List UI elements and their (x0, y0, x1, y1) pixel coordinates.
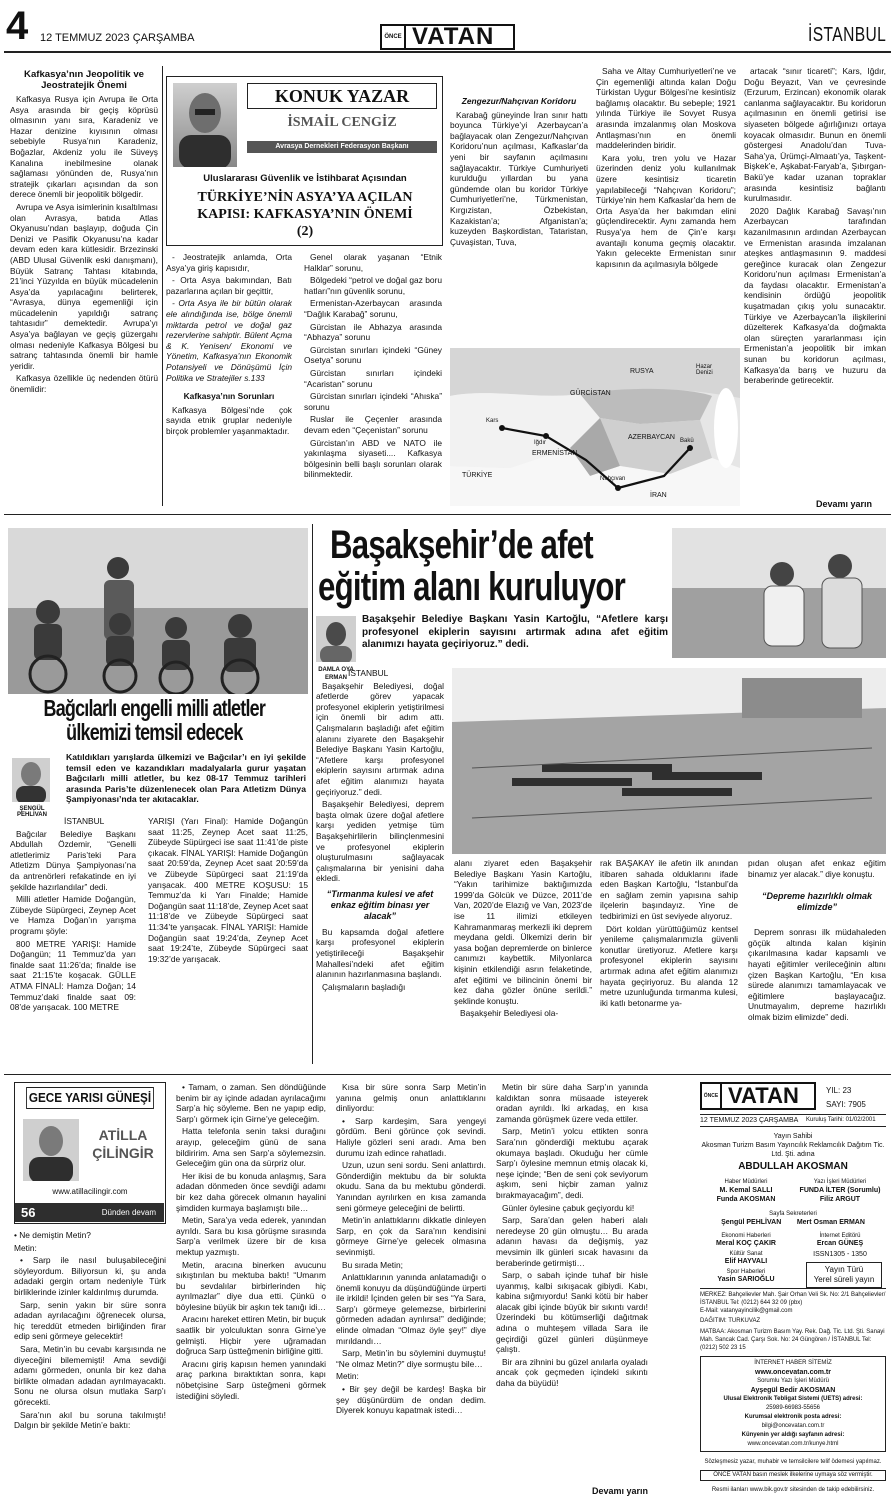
athletes-lead: Katıldıkları yarışlarda ülkemizi ve Bağcılar’ı en iyi şekilde temsil eden ve kazandıkları madalyalarla gurur yaşatan Bağcılarlı milli atletler, bu kez 08-17 Temmuz tarihleri arasında Paris’te düzenlenecek olan Para Atletizm Dünya Şampiyonası’nda ter akıtacaklar. (66, 752, 306, 805)
paragraph: - Orta Asya bakımından, Batı pazarlarına açılan bir geçittir, (166, 275, 292, 296)
kep: bilgi@oncevatan.com.tr (761, 1423, 825, 1429)
owner-name: ABDULLAH AKOSMAN (738, 1161, 848, 1172)
paragraph: • Bir şey değil be kardeş! Başka bir şey düşünürdüm de ondan dedim. Diyerek konuyu kapatmak istedi… (336, 1384, 486, 1416)
economy-label: Ekonomi Haberleri (721, 1233, 771, 1239)
paragraph: Gürcistan sınırları içindeki “Acaristan” sorunu (304, 367, 442, 389)
map-label: Iğdır (534, 440, 547, 446)
paragraph: Metin, Sara’ya veda ederek, yanından ayrıldı. Sara bu kısa görüşme sırasında Sarp’a verilmek üzere bir de kısa mektup yazmıştı. (176, 1215, 326, 1257)
serial-badge: GECE YARISI GÜNEŞİ (26, 1087, 154, 1109)
paragraph: Dört koldan yürüttüğümüz kentsel yenileme çalışmalarımızla güvenli konutlar üretiyoruz. Afetlere karşı profesyonel ekiplerin sayısını artırmak adına afet eğitim alanımızı hayata geçiriyoruz. Bu alanda 12 metre uzunluğunda tırmanma kulesi, iki katlı betonarme ya- (600, 923, 738, 1008)
paragraph: Her ikisi de bu konuda anlaşmış, Sara adadan dönmeden önce sevdiği adamı bir kez daha görecek olmanın hayalini şimdiden kurmaya başlamıştı bile… (176, 1170, 326, 1213)
serial-col-1 (14, 1230, 166, 1498)
site-url[interactable]: www.oncevatan.com.tr (755, 1369, 831, 1376)
paragraph: Kara yolu, tren yolu ve Hazar üzerinden deniz yolu kullanılmak üzere kesintisiz ticaretin yapılabileceği “Nahçıvan Koridoru”; Türkiye’nin hem Kafkaslar’da hem de Orta Asya’da her bakımdan elini güçlendirecektir. Aynı zamanda hem Rusya’ya hem de Çin’e karşı avantajlı konuma geçmiş olacaktır. Yakın gelecekte Ermenistan sınır kapısının da açılmasıyla bölgede (596, 152, 736, 269)
author-last-name: ÇİLİNGİR (92, 1145, 154, 1161)
paragraph: Kafkasya Bölgesi’nde çok sayıda etnik gruplar nedeniyle birçok problemler yaşanmaktadır. (166, 404, 292, 436)
masthead-logo (700, 1082, 816, 1110)
uets-label: Ulusal Elektronik Tebligat Sistemi (UETS) adresi: (723, 1396, 863, 1402)
web-editor-label: İnternet Editörü (819, 1233, 861, 1239)
author-photo (173, 83, 237, 167)
section-city: İSTANBUL (808, 24, 887, 46)
guest-badge: KONUK YAZAR (247, 83, 437, 109)
paragraph: Sarp, Sara’dan gelen haberi alalı neredeyse 20 gün olmuştu… Bu arada adanın havası da değişmiş, yaz mevsimin ilk günleri sıcak havasını da beraberinde getirmişti… (496, 1215, 648, 1268)
news-directors: M. Kemal SALLI Funda AKOSMAN (716, 1187, 776, 1203)
author-name: İSMAİL CENGİZ (287, 115, 397, 130)
web-editor: Ercan GÜNEŞ (816, 1240, 864, 1247)
basaksehir-lead: Başakşehir Belediye Başkanı Yasin Kartoğlu, “Afetlere karşı profesyonel ekiplerin sayısını artırmak adına afet eğitim alanımızı hayata geçiriyoruz.” dedi. (362, 614, 668, 650)
article-col-3 (304, 252, 442, 502)
paragraph: Günler öylesine çabuk geçiyordu ki! (502, 1202, 635, 1213)
news-directors-label: Haber Müdürleri (724, 1179, 768, 1185)
distribution: DAĞITIM: TURKUVAZ (700, 1318, 761, 1324)
basaksehir-col-4 (748, 858, 886, 1066)
paragraph: Gürcistan sınırları içindeki “Ahıska” sorunu (304, 391, 442, 412)
serial-col-2 (176, 1082, 326, 1498)
publication-type: Yayın Türü Yerel süreli yayın (806, 1262, 882, 1288)
episode-number: 56 (21, 1205, 36, 1220)
site-responsible: Ayşegül Bedir AKOSMAN (750, 1387, 836, 1394)
sports-label: Spor Haberleri (726, 1269, 766, 1275)
subheading: Zengezur/Nahçıvan Koridoru (461, 96, 577, 106)
guest-writer-box (166, 76, 443, 246)
article-col-5 (596, 66, 736, 342)
paragraph: YARIŞI (Yarı Final): Hamide Doğangün saat 11:25, Zeynep Acet saat 11:25, Zübeyde Süpürgeci ise saat 11:41’de piste çıkacak. FİNAL YARIŞI: Hamide Doğangün saat 20:59’da, Zeynep Acet saat 20:59’da ve Zübeyde Süpürgeci saat 21:19’da yarışacak. 400 METRE KOŞUSU: 15 Temmuz’da ki Yarı Finalde; Hamide Doğangün saat 11:18’de, Zeynep Acet saat 11:18’de ve Zübeyde Süpürgeci saat 11:34’te yarışacak. FİNAL YARIŞI: Hamide Doğangün saat 19:24’da, Zeynep Acet saat 19:24’te, Zübeyde Süpürgeci saat 19:32’de yarışacak. (148, 816, 308, 964)
paragraph: Kafkasya Rusya için Avrupa ile Orta Asya arasında bir geçiş köprüsü olmasının yanı sıra, Karadeniz ve Hazar denizine kıyısının olması sebebiyle Rusya’nın Karadeniz, Boğazlar, Akdeniz yolu ile Süveyş Kanalına inebilmesine olanak sağlaması yönünden de, Rusya’nın stratejik çıkarları açısından da son derece önemli bir jeopolitik bölgedir. (10, 94, 158, 200)
address: MERKEZ: Bahçelievler Mah. Şair Orhan Veli Sk. No: 2/1 Bahçelievler/İSTANBUL Tel: (0212) 644 32 09 (pbx) E-Mail: vatanyayincilik@gmail.com (700, 1292, 886, 1314)
newspaper-logo (380, 24, 515, 50)
rescue-workers-photo (672, 528, 886, 658)
paragraph: Kısa bir süre sonra Sarp Metin’in yanına gelmiş onun anlattıklarını dinliyordu: (336, 1082, 486, 1114)
map-label: Bakü (680, 438, 694, 444)
page-number: 4 (6, 4, 29, 48)
paragraph: Sarp, Metin’i yolcu ettikten sonra Sara’nın gönderdiği mektubu açarak okumaya başladı. Okuduğu her cümle Sarp’ı öylesine memnun etmiş olacak ki, neşe içinde; “Ben de seni çok seviyorum aşkım, seni hiçbir zaman yalnız bırakmayacağım”, dedi. (496, 1126, 648, 1200)
serial-col-3 (336, 1082, 486, 1498)
paragraph: Karabağ güneyinde İran sınır hattı boyunca Türkiye’yi Azerbaycan’a bağlayacak olan Zengezur/Nahçıvan Koridoru’nun açılması, Kafkaslar’da yeni bir sayfanın açılmasını sağlayacaktır. Türkiye Cumhuriyeti kurulduğu yıllardan bu yana gündemde olan bu koridor Türkiye Cumhuriyetleri’ne, Türkmenistan, Kırgızistan, Özbekistan, Kazakistan’a; Afganistan’a; kuzeyden Başkordistan, Tataristan, Çuvaşistan, Tuva, (450, 109, 588, 247)
continued-label: Devamı yarın (592, 1486, 649, 1496)
athletes-col-2 (148, 816, 308, 1066)
paragraph: Avrupa ve Asya isimlerinin kısaltılması olan Avrasya, batıda Atlas Okyanusu’ndan başlayıp, doğuda Çin Denizi ve Pasifik Okyanusu’na kadar devam eden kara kütlesidir. Brzezinski (ABD Ulusal Güvenlik eski danışmanı), Büyük Satranç Tahtası kitabında, 21’inci Yüzyılda en büyük mücadelenin Asya’da yapılacağını belirterek, “Avrasya, dünya egemenliği için mücadelenin yapıldığı satranç tahtasıdır” demektedir. Avrupa’yı Asya’ya bağlayan ve geçiş güzergahı olması nedeniyle Kafkasya Bölgesi bu satranç tahtasında önemli bir hamle yeridir. (10, 201, 158, 371)
map-label: Hazar Denizi (696, 364, 713, 376)
caucasus-map (450, 348, 740, 506)
subheading: Kafkasya’nın Sorunları (183, 391, 275, 402)
paragraph: Aracını hareket ettiren Metin, bir buçuk saatlik bir yolculuktan sonra Girne’ye gelmişti. Hiçbir yere uğramadan doğruca Sarp üstteğmenin birliğine gitti. (176, 1314, 326, 1357)
paragraph: Bir ara zihnini bu güzel anılarla oyaladı ancak çok geçmeden içindeki sıkıntı daha da büyüdü! (496, 1356, 648, 1389)
paragraph: Ruslar ile Çeçenler arasında devam eden “Çeçenistan” sorunu (304, 414, 442, 435)
paragraph: Milli atletler Hamide Doğangün, Zübeyde Süpürgeci, Zeynep Acet ve Hamza Doğan’ın yarışma programı şöyle: (10, 894, 136, 936)
paragraph: Anlattıklarının yanında anlatamadığı o önemli konuyu da düşündüğünde ürperti ile irkildi! İçinden gelen bir ses “Ya Sara, Sarp’ı görmeye gelemezse, birbirlerini görmeden adadan ayrılırsa!” dediğinde; elinde olmadan “Olmaz öyle şey!” diye mırıldandı… (336, 1272, 486, 1346)
basaksehir-col-2 (454, 858, 592, 1066)
paragraph: Bağcılar Belediye Başkanı Abdullah Özdemir, “Genelli atletlerimiz Paris’teki Para Atletizm Dünya Şampiyonası’na da antrenörleri refakatinde en iyi şekilde hazırlandılar” dedi. (10, 828, 136, 892)
kunye-label: Künyenin yer aldığı sayfanın adresi: (741, 1432, 845, 1438)
paragraph: Çalışmaların başladığı (322, 981, 406, 992)
paragraph: Hatta telefonla senin taksi durağını arayıp, geleceğim günü de sana bildiririm. Ama sen Sarp’a söylemezsin. Geleceğim gün ona da sürpriz olur. (176, 1126, 326, 1169)
founded-date: Kuruluş Tarihi: 01/02/2001 (806, 1117, 876, 1123)
paragraph: alanı ziyaret eden Başakşehir Belediye Başkanı Yasin Kartoğlu, “Yakın tarihimize baktığımızda 1999’da Gölcük ve Düzce, 2011’de Van, 2020’de Elazığ ve Van, 2023’de ise 11 ilimizi etkileyen Kahramanmaraş merkezli iki deprem meydana geldi. Ülkemizi derin bir yasa boğan depremlerde on binlerce canımızı kaybettik. Milyonlarca kişinin etkilendiği asrın felaketinde, afet eğitimi ve bilincinin önemi bir kez daha gözler önüne serildi.” şeklinde konuştu. (454, 858, 592, 1006)
paragraph: Başakşehir Belediyesi ola- (460, 1008, 559, 1019)
basaksehir-headline-2: eğitim alanı kuruluyor (318, 565, 626, 609)
author-first-name: ATİLLA (98, 1127, 148, 1143)
paragraph: Uzun, uzun seni sordu. Seni anlattırdı. Gönderdiğin mektubu da bir solukta okudu. Sana da bu mektubu gönderdi. Yanından ayrılırken en kısa zamanda seni görmeye geleceğini de belirtti. (336, 1160, 486, 1213)
paragraph: Metin’in anlattıklarını dikkatle dinleyen Sarp, en çok da Sara’nın kendisini görmeye Girne’ye gelecek olmasına sevinmişti. (336, 1215, 486, 1257)
paragraph: Metin: (14, 1242, 37, 1253)
paragraph: 2020 Dağlık Karabağ Savaşı’nın Azerbaycan tarafından kazanılmasının ardından Azerbaycan ve Ermenistan arasında imzalanan ateşkes antlaşmasının 9. maddesi gereğince kuracak olan Zengezur Koridoru’nun açılması Ermenistan’a da faydası olacaktır. Ermenistan’a kendisinin ördüğü jeopolitik kuşatmadan çıkış yolu sunacaktır. Türkiye ve Azerbaycan’la ilişkilerini düzelterek Kafkasya’da doğmakta olan süreçten yararlanması için Ermenistan’a jeopolitik bir imkan sunan bu koridorun açılması, Kafkasya’da barış ve huzuru da beraberinde getirecektir. (744, 205, 886, 386)
paragraph: Bu kapsamda doğal afetlere karşı profesyonel ekiplerin yetiştirileceği Başakşehir Mahallesi’ndeki afet eğitim alanının hazırlanmasına başlandı. (316, 926, 444, 980)
episode-bar (15, 1203, 164, 1222)
paragraph: Sara’nın akıl bu soruna takılmıştı! Dalgın bir şekilde Metin’e baktı: (14, 1409, 166, 1431)
paragraph: Ermenistan-Azerbaycan arasında “Dağlık Karabağ” sorunu, (304, 298, 442, 319)
logo-once: ÖNCE (702, 1084, 722, 1108)
map-label: İRAN (650, 492, 667, 499)
athletes-photo (8, 528, 308, 694)
paragraph: Kafkasya özellikle üç nedenden ötürü önemlidir: (10, 373, 158, 395)
site-responsible-label: Sorumlu Yazı İşleri Müdürü (757, 1378, 829, 1384)
episode-label: Dünden devam (101, 1208, 156, 1217)
article-col-4 (450, 66, 588, 342)
sports-editor: Yasin SARIOĞLU (717, 1276, 775, 1283)
map-label: Kars (486, 418, 499, 424)
athletes-headline: Bağcılarlı engelli milli atletler ülkemizi temsil edecek (43, 695, 266, 745)
culture-label: Kültür Sanat (729, 1251, 763, 1257)
paragraph: Başakşehir Belediyesi, doğal afetlerde görev yapacak profesyonel ekiplerin yetiştirilmesi için önemli bir adım attı. Çalışmaların başladığı afet eğitim alanını ziyarete den Başakşehir Belediye Başkanı Yasin Kartoğlu, “Afetlere karşı profesyonel ekiplerin sayısını artırmak adına afet eğitim alanımızı hayata geçiriyoruz.” dedi. (316, 680, 444, 797)
serial-header-box (14, 1082, 166, 1224)
culture-editor: Elif HAYVALI (724, 1258, 768, 1265)
ethics-note-2: ÖNCE VATAN basın meslek ilkelerine uymaya söz vermiştir. (700, 1470, 886, 1481)
dateline: İSTANBUL (348, 668, 389, 678)
issue-label: SAYI: 7905 (826, 1100, 866, 1109)
paragraph: Sarp, o sabah içinde tuhaf bir hisle uyanmış, kalbi sıkışacak gibiydi. Kabı, kabina sığmıyordu! Sanki kötü bir haber alacak gibi içinde büyük bir sıkıntı vardı! Üzerindeki bu kötümserliği dağıtmak adına o muhteşem villada Sara ile geçirdiği güzel günleri düşünmeye çalıştı. (496, 1270, 648, 1355)
serial-col-4 (496, 1082, 648, 1486)
reporter-photo (316, 616, 356, 662)
page-secretaries-label: Sayfa Sekreterleri (769, 1211, 817, 1217)
article-col-2 (166, 252, 292, 502)
paragraph: Gürcistan sınırları içindeki “Güney Osetya” sorunu (304, 344, 442, 366)
year-label: YIL: 23 (826, 1086, 852, 1095)
paragraph: Metin: (336, 1371, 359, 1382)
paragraph: Bölgedeki “petrol ve doğal gaz boru hatları”nın güvenlik sorunu, (304, 275, 442, 296)
paragraph: 800 METRE YARIŞI: Hamide Doğangün; 11 Temmuz’da yarı finalde saat 11:26’da; finalde ise saat 21:15’te koşacak. GÜLLE ATMA FİNALİ: Hamza Doğan; 14 Temmuz’daki finalde saat 09: 08’de yarışacak. 100 METRE (10, 938, 136, 1013)
economy-editor: Meral KOÇ ÇAKIR (716, 1240, 776, 1247)
paragraph: Sarp, senin yakın bir süre sonra adadan ayrılacağını öğrenecek olursa, hiç tereddüt etmeden birliğinden firar edip seni görmeye gelecektir! (14, 1299, 166, 1342)
paragraph: Başakşehir Belediyesi, deprem başta olmak üzere doğal afetlere karşı yediden yetmişe tüm Başakşehirlilerin bilinçlenmesini ve profesyonel ekiplerin oluşturulmasını sağlayacak çalışmalarına bir yenisini daha ekledi. (316, 799, 444, 884)
map-label: ERMENİSTAN (532, 450, 578, 457)
map-label: RUSYA (630, 368, 654, 375)
paragraph: Aracını giriş kapısın hemen yanındaki araç parkına bıraktıktan sonra, kapı nöbetçisine Sarp üsteğmeni görmek istediğini söyledi. (176, 1358, 326, 1401)
kep-label: Kurumsal elektronik posta adresi: (744, 1414, 842, 1420)
paragraph: • Sarp kardeşim, Sara yengeyi gördüm. Beni görünce çok sevindi. Haliyle gözleri seni aradı. Ama ben durumu izah edince rahatladı. (336, 1115, 486, 1158)
paragraph: Sara, Metin’in bu cevabı karşısında ne diyeceğini bilememişti! Ama sevdiği adamı görmeden, onunla bir kez daha birlikte olmadan adadan ayrılmayacaktı. Sonu ne olursa olsun mutlaka Sarp’ı görecekti. (14, 1343, 166, 1407)
map-label: GÜRCİSTAN (570, 390, 611, 397)
basaksehir-headline-1: Başakşehir’de afet (330, 523, 593, 567)
author-photo (23, 1119, 79, 1181)
geopolitics-sidebar (10, 66, 158, 510)
map-label: Nahçıvan (600, 476, 626, 482)
paragraph: • Ne demiştin Metin? (14, 1230, 91, 1240)
writing-directors: FUNDA İLTER (Sorumlu) Filiz ARGUT (799, 1187, 881, 1203)
article-title: TÜRKİYE’NİN ASYA’YA AÇILAN KAPISI: KAFKASYA’NIN ÖNEMİ (2) (197, 190, 413, 239)
logo-vatan: VATAN (728, 1083, 799, 1108)
website-box (700, 1356, 886, 1452)
paragraph: pıdan oluşan afet enkaz eğitim binamız yer alacak.” diye konuştu. (748, 858, 886, 879)
reporter-name: ŞENGÜL PEHLİVAN (17, 806, 47, 818)
paragraph: Bu sırada Metin; (342, 1259, 403, 1270)
printing-house: MATBAA: Akosman Turizm Basım Yay. Rek. Dağ. Tic. Ltd. Şti. Sanayi Mah. Sancak Cad. Çarşı Sok. No: 24 Güngören / İSTANBUL Tel: (0212) 502 23 15 (700, 1329, 885, 1351)
paragraph: artacak “sınır ticareti”; Kars, Iğdır, Doğu Beyazıt, Van ve çevresinde (Erzurum, Erzincan) ekonomik olarak canlanma sağlayacaktır. Bu koridorun açılmasının en önemli getirisi ise siyaseten bölgede ağırlığınızı ortaya koyacak olmasıdır. Bunun en önemli göstergesi Anadolu’dan Tuva-Saha’ya, Ürümçi-Almaatı’ya, Taşkent-Bişkek’e, Aşkabat-Faryab’a, Şıbırgan-Bakü’ye kadar uzanan topraklar arasında kesintisiz bağlantı kurulmasıdır. (744, 66, 886, 204)
reporter-name: DAMLA OYA ERMAN (318, 667, 354, 681)
map-label: AZERBAYCAN (628, 434, 675, 441)
paragraph: rak BAŞAKAY ile afetin ilk anından itibaren sahada olduklarını ifade eden Başkan Kartoğlu, “İstanbul’da en sağlam zemin yapısına sahip ilçelerin başındayız. Yine de tedbirimizi en üst seviyede alıyoruz. (600, 858, 738, 921)
pull-quote: “Tırmanma kulesi ve afet enkaz eğitim binası yer alacak” (326, 888, 434, 921)
bik-note: Resmi ilanları www.bik.gov.tr sitesinden de takip edebilirsiniz. (711, 1487, 875, 1493)
author-website: www.atillacilingir.com (52, 1187, 128, 1196)
owner-label: Yayın Sahibi (773, 1133, 813, 1140)
masthead-date: 12 TEMMUZ 2023 ÇARŞAMBA (700, 1117, 799, 1124)
paragraph: Metin, aracına binerken avucunu sıkıştırılan bu mektuba baktı! “Umarım bu sevdalılar birbirlerinden hiç ayrılmazlar” diye dua etti. Çünkü o böylesine büyük bir aşkın tek tanığı idi… (176, 1259, 326, 1312)
continued-label: Devamı yarın (816, 499, 873, 509)
basaksehir-col-1 (316, 668, 444, 1066)
issn: ISSN1305 - 1350 (813, 1251, 867, 1258)
ethics-note: Sözleşmesiz yazar, muhabir ve temsilcilere telif ödemesi yapılmaz. (704, 1459, 882, 1465)
paragraph: Deprem sonrası ilk müdahaleden göçük altında kalan kişinin çıkarılmasına kadar kapsamlı ve hayati eğitimler verileceğinin altını çizen Başkan Kartoğlu, “En kısa sürede alanımızı tamamlayacak ve eğitimlere başlayacağız. Unutmayalım, depreme hazırlıklı olmak bizim elimizde” dedi. (748, 927, 886, 1022)
paragraph: - Orta Asya ile bir bütün olarak ele alındığında ise, bölge önemli miktarda petrol ve doğal gaz rezervlerine sahiptir. Bülent Açma & K. Yenisen/ Ekonomi ve Yönetim, Kafkasya’nın Ekonomik Potansiyeli ve Dönüşümü İçin Politika ve Stratejiler s.133 (166, 298, 292, 383)
author-role: Avrasya Dernekleri Federasyon Başkanı (247, 141, 437, 153)
owner-company: Akosman Turizm Basım Yayıncılık Reklamcılık Dağıtım Tic. Ltd. Şti. adına (701, 1142, 885, 1158)
issue-date: 12 TEMMUZ 2023 ÇARŞAMBA (40, 32, 195, 44)
logo-once: ÖNCE (382, 26, 406, 48)
side-title: Kafkasya’nın Jeopolitik ve Jeostratejik Önemi (24, 69, 144, 91)
paragraph: - Jeostratejik anlamda, Orta Asya’ya giriş kapısıdır, (166, 252, 292, 273)
paragraph: Gürcistan’ın ABD ve NATO ile yakınlaşma siyaseti.... Kafkasya bölgesinin belli başlı sorunları olarak bilinmektedir. (304, 437, 442, 480)
training-site-photo (452, 668, 886, 854)
page-header (0, 0, 895, 52)
athletes-col-1 (10, 816, 136, 1066)
page-secretaries: Şengül PEHLİVAN Mert Osman ERMAN (721, 1219, 865, 1226)
basaksehir-col-3 (600, 858, 738, 1066)
site-label: İNTERNET HABER SİTEMİZ (754, 1360, 832, 1366)
logo-vatan: VATAN (412, 23, 495, 50)
article-col-6 (744, 66, 886, 506)
paragraph: Sarp, Metin’in bu söylemini duymuştu! “Ne olmaz Metin?” diye sormuştu bile… (336, 1348, 486, 1369)
writing-directors-label: Yazı İşleri Müdürleri (813, 1179, 867, 1185)
reporter-photo (12, 758, 50, 802)
uets: 25989-66983-55656 (765, 1405, 821, 1411)
article-kicker: Uluslararası Güvenlik ve İstihbarat Açısından (203, 173, 407, 184)
paragraph: Genel olarak yaşanan “Etnik Halklar” sorunu, (304, 252, 442, 273)
kunye[interactable]: www.oncevatan.com.tr/kunye.html (747, 1441, 839, 1447)
map-label: TÜRKİYE (462, 472, 493, 479)
paragraph: Gürcistan ile Abhazya arasında “Abhazya” sorunu (304, 321, 442, 343)
masthead-box (656, 1080, 888, 1500)
pull-quote: “Depreme hazırlıklı olmak elimizde” (761, 891, 873, 913)
paragraph: • Tamam, o zaman. Sen döndüğünde benim bir ay içinde adadan ayrılacağımı Sarp’a hiç söyleme. Ben ne yapıp edip, Sarp’ı görmek için Girne’ye geleceğim. (176, 1082, 326, 1124)
paragraph: Metin bir süre daha Sarp’ın yanında kaldıktan sonra müsaade isteyerek oradan ayrıldı. İki arkadaş, en kısa zamanda görüşmek üzere veda ettiler. (496, 1082, 648, 1124)
paragraph: Saha ve Altay Cumhuriyetleri’ne ve Çin egemenliği altında kalan Doğu Türkistan Uygur Bölgesi’ne kesintisiz bağlamış olacaktır. Bu sebeple; 1921 yılında Türkiye ile Sovyet Rusya arasında imzalanmış olan Moskova Antlaşması’nın en önemli maddelerinden biridir. (596, 66, 736, 151)
paragraph: • Sarp ile nasıl buluşabileceğini söyleyordum. Biliyorsun ki, şu anda adadaki gergin ortam nedeniyle Türk birliklerinde izinler kaldırılmış durumda. (14, 1255, 166, 1297)
dateline: İSTANBUL (64, 816, 105, 826)
